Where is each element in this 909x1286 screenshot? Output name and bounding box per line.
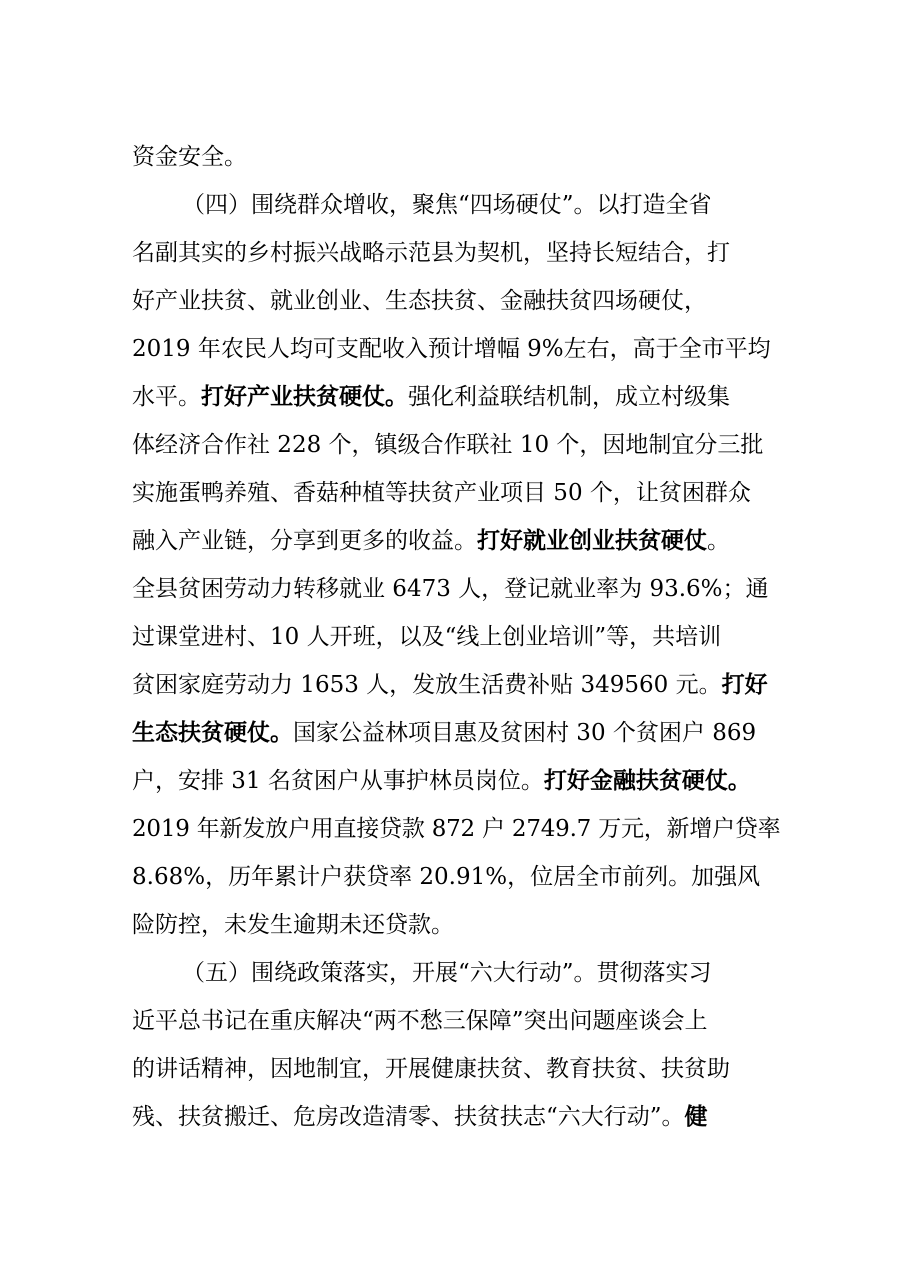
body-text: 残、扶贫搬迁、危房改造清零、扶贫扶志“六大行动”。 — [132, 1104, 685, 1130]
text-line — [132, 1054, 780, 1084]
text-line — [132, 430, 780, 460]
text-line — [132, 814, 780, 844]
bold-heading-text: 打好 — [721, 671, 768, 698]
body-text: 体经济合作社 228 个，镇级合作联社 10 个，因地制宜分三批 — [132, 432, 764, 458]
text-line — [132, 286, 780, 316]
body-text: 户，安排 31 名贫困户从事护林员岗位。 — [132, 768, 544, 794]
text-line — [132, 478, 780, 508]
text-line — [132, 670, 780, 700]
bold-heading-text: 生态扶贫硬仗。 — [132, 719, 293, 746]
body-text: 强化利益联结机制，成立村级集 — [408, 384, 730, 410]
text-line — [132, 910, 780, 940]
text-line — [132, 766, 780, 796]
body-text: 水平。 — [132, 384, 201, 410]
body-text: 。 — [707, 528, 730, 554]
text-line — [132, 862, 780, 892]
text-line — [132, 142, 780, 172]
text-line — [182, 190, 780, 220]
text-line — [132, 1102, 780, 1132]
body-text: 贫困家庭劳动力 1653 人，发放生活费补贴 349560 元。 — [132, 672, 722, 698]
text-line — [132, 718, 780, 748]
body-text: （四）围绕群众增收，聚焦“四场硬仗”。以打造全省 — [182, 192, 712, 218]
text-line — [132, 382, 780, 412]
text-line — [132, 1006, 780, 1036]
body-text: 近平总书记在重庆解决“两不愁三保障”突出问题座谈会上 — [132, 1008, 708, 1034]
text-line — [132, 622, 780, 652]
bold-heading-text: 打好金融扶贫硬仗。 — [543, 767, 751, 794]
text-line — [132, 526, 780, 556]
bold-heading-text: 打好产业扶贫硬仗。 — [201, 383, 408, 410]
body-text: 全县贫困劳动力转移就业 6473 人，登记就业率为 93.6%；通 — [132, 576, 769, 602]
body-text: 名副其实的乡村振兴战略示范县为契机，坚持长短结合，打 — [132, 240, 730, 266]
body-text: 2019 年新发放户用直接贷款 872 户 2749.7 万元，新增户贷率 — [132, 816, 780, 842]
body-text: （五）围绕政策落实，开展“六大行动”。贯彻落实习 — [182, 960, 712, 986]
bold-heading-text: 打好就业创业扶贫硬仗 — [477, 527, 707, 554]
body-text: 国家公益林项目惠及贫困村 30 个贫困户 869 — [293, 720, 757, 746]
body-text: 好产业扶贫、就业创业、生态扶贫、金融扶贫四场硬仗， — [132, 288, 707, 314]
bold-heading-text: 健 — [684, 1103, 708, 1130]
text-line — [132, 574, 780, 604]
body-text: 2019 年农民人均可支配收入预计增幅 9%左右，高于全市平均 — [132, 336, 771, 362]
body-text: 8.68%，历年累计户获贷率 20.91%，位居全市前列。加强风 — [132, 864, 761, 890]
text-line — [132, 334, 780, 364]
body-text: 的讲话精神，因地制宜，开展健康扶贫、教育扶贫、扶贫助 — [132, 1056, 730, 1082]
body-text: 融入产业链，分享到更多的收益。 — [132, 528, 477, 554]
text-line — [182, 958, 780, 988]
text-line — [132, 238, 780, 268]
body-text: 实施蛋鸭养殖、香菇种植等扶贫产业项目 50 个，让贫困群众 — [132, 480, 751, 506]
body-text: 险防控，未发生逾期未还贷款。 — [132, 912, 454, 938]
body-text: 过课堂进村、10 人开班，以及“线上创业培训”等，共培训 — [132, 624, 722, 650]
body-text: 资金安全。 — [132, 144, 247, 170]
